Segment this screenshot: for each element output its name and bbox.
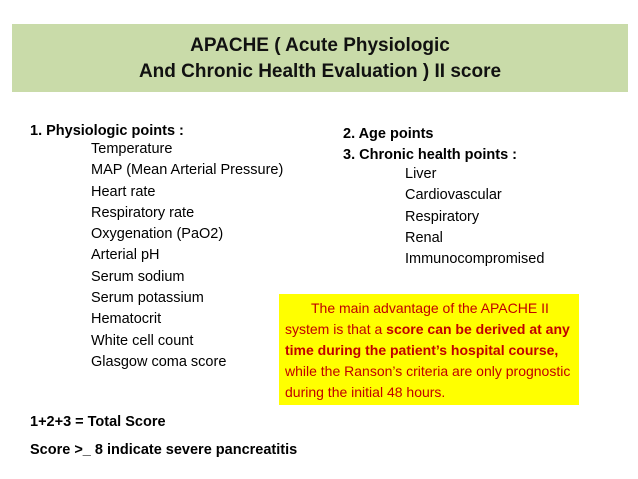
list-item: Oxygenation (PaO2) bbox=[91, 226, 224, 243]
age-heading: 2. Age points bbox=[343, 126, 434, 142]
list-item: Temperature bbox=[91, 141, 173, 157]
callout-post: while the Ranson’s criteria are only prognostic during the initial 48 hours. bbox=[285, 363, 571, 400]
title-banner bbox=[12, 24, 628, 92]
physiologic-list bbox=[91, 139, 283, 373]
callout-pre: system is that a bbox=[285, 321, 387, 337]
title-line-2: And Chronic Health Evaluation ) II score bbox=[138, 61, 502, 82]
list-item: MAP (Mean Arterial Pressure) bbox=[91, 162, 284, 179]
list-item: Liver bbox=[405, 166, 437, 182]
chronic-heading: 3. Chronic health points : bbox=[343, 147, 518, 163]
list-item: Serum sodium bbox=[91, 268, 185, 285]
list-item: Hematocrit bbox=[91, 311, 162, 328]
severity-note: Score >_ 8 indicate severe pancreatitis bbox=[30, 442, 298, 458]
total-score: 1+2+3 = Total Score bbox=[30, 414, 166, 430]
callout-highlight: score can be derived at any time during the patient’s hospital course, bbox=[285, 321, 570, 358]
list-item: Respiratory rate bbox=[91, 204, 195, 221]
chronic-list bbox=[405, 164, 544, 270]
callout-line-1: The main advantage of the APACHE II bbox=[311, 300, 549, 316]
list-item: Immunocompromised bbox=[405, 251, 545, 268]
apache-advantage-callout bbox=[279, 294, 579, 405]
list-item: Respiratory bbox=[405, 208, 480, 225]
title-line-1: APACHE ( Acute Physiologic bbox=[190, 35, 450, 56]
list-item: Renal bbox=[405, 229, 443, 246]
list-item: White cell count bbox=[91, 332, 194, 349]
list-item: Heart rate bbox=[91, 183, 156, 200]
list-item: Serum potassium bbox=[91, 290, 204, 307]
list-item: Cardiovascular bbox=[405, 187, 502, 204]
list-item: Arterial pH bbox=[91, 247, 160, 264]
physiologic-heading: 1. Physiologic points : bbox=[30, 123, 184, 139]
list-item: Glasgow coma score bbox=[91, 353, 227, 370]
